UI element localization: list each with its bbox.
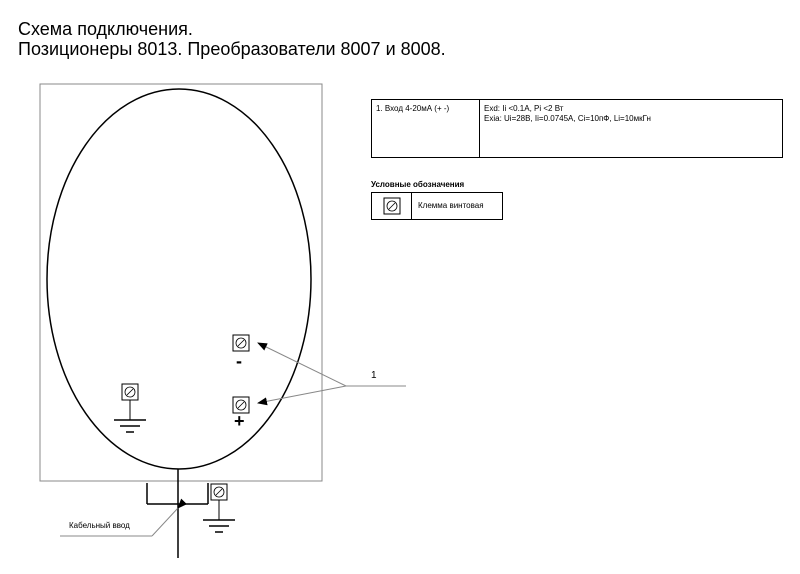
legend-box xyxy=(371,192,503,220)
legend-terminal-label: Клемма винтовая xyxy=(418,201,484,210)
screw-terminal-icon xyxy=(383,197,401,215)
ground-icon xyxy=(203,520,235,532)
spec-exd: Exd: Ii <0.1A, Pi <2 Вт xyxy=(484,104,564,113)
legend-symbol-cell xyxy=(372,193,412,219)
terminal-plus-label: + xyxy=(234,411,245,431)
diagram-title-line2: Позиционеры 8013. Преобразователи 8007 и 8008. xyxy=(18,39,446,59)
spec-input-label: 1. Вход 4-20мА (+ -) xyxy=(376,104,450,113)
callout-number: 1 xyxy=(371,370,377,381)
legend-title: Условные обозначения xyxy=(371,180,465,189)
terminal-minus-label: - xyxy=(236,351,242,371)
internal-ground-terminal xyxy=(122,384,138,420)
spec-values-cell xyxy=(480,100,782,157)
device-housing xyxy=(40,84,322,481)
spec-exia: Exia: Ui=28B, Ii=0.0745A, Ci=10пФ, Li=10мкГн xyxy=(484,114,651,123)
cable-entry xyxy=(147,469,208,558)
ground-icon xyxy=(114,420,146,432)
spec-table xyxy=(371,99,783,158)
callout-1-leader xyxy=(258,343,406,403)
terminal-minus xyxy=(233,335,249,351)
diagram-title-line1: Схема подключения. xyxy=(18,19,193,39)
cable-entry-label: Кабельный ввод xyxy=(69,521,130,530)
spec-input-cell xyxy=(372,100,480,157)
device-body-ellipse xyxy=(47,89,311,469)
external-ground-terminal xyxy=(211,484,227,520)
